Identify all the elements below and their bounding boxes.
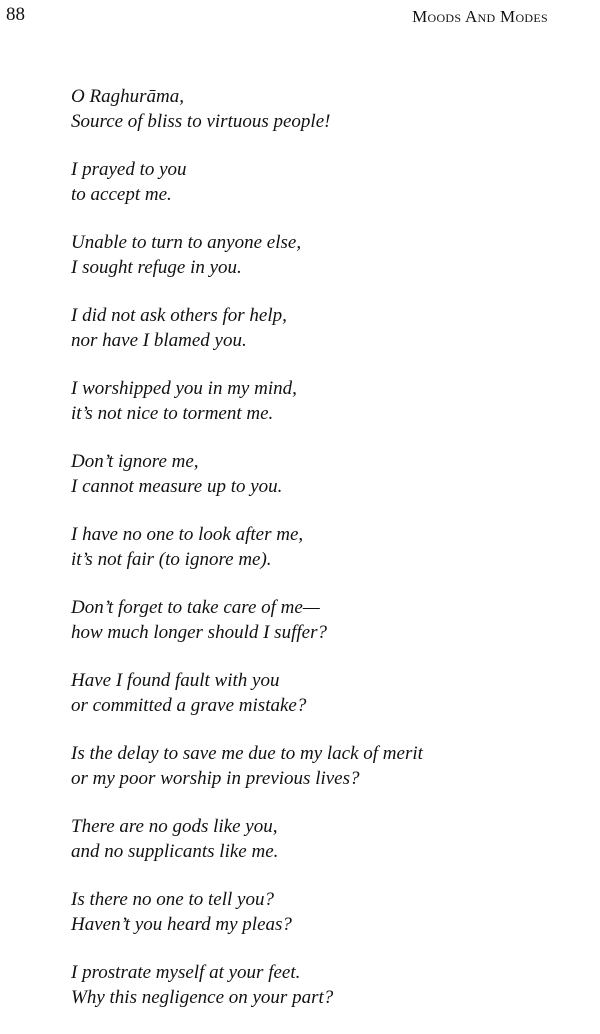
poem-line: I have no one to look after me, <box>71 524 304 545</box>
poem-line: Unable to turn to anyone else, <box>71 232 302 253</box>
poem-line: and no supplicants like me. <box>71 840 279 862</box>
poem-line: Is the delay to save me due to my lack of merit <box>71 743 423 764</box>
poem-line: I cannot measure up to you. <box>71 475 283 497</box>
poem-line: Is there no one to tell you? <box>71 889 274 910</box>
stanza <box>71 85 551 158</box>
stanza <box>71 815 551 888</box>
poem-line: nor have I blamed you. <box>71 329 247 351</box>
page-number: 88 <box>6 4 25 25</box>
stanza <box>71 888 551 961</box>
poem-line: Have I found fault with you <box>71 670 280 691</box>
poem-line: I prayed to you <box>71 159 187 180</box>
poem-line: it’s not fair (to ignore me). <box>71 548 272 570</box>
poem-line: to accept me. <box>71 183 172 205</box>
stanza <box>71 450 551 523</box>
poem-line: There are no gods like you, <box>71 816 278 837</box>
stanza <box>71 596 551 669</box>
poem-line: Haven’t you heard my pleas? <box>71 913 292 935</box>
stanza <box>71 377 551 450</box>
stanza <box>71 231 551 304</box>
poem <box>71 85 551 1034</box>
poem-line: or my poor worship in previous lives? <box>71 767 360 789</box>
poem-line: I did not ask others for help, <box>71 305 287 326</box>
running-head: Moods And Modes <box>412 7 548 26</box>
stanza <box>71 669 551 742</box>
poem-line: Source of bliss to virtuous people! <box>71 110 331 132</box>
stanza <box>71 961 551 1034</box>
poem-line: I sought refuge in you. <box>71 256 242 278</box>
poem-line: how much longer should I suffer? <box>71 621 327 643</box>
stanza <box>71 304 551 377</box>
poem-line: Why this negligence on your part? <box>71 986 334 1008</box>
poem-line: I worshipped you in my mind, <box>71 378 297 399</box>
poem-line: I prostrate myself at your feet. <box>71 962 301 983</box>
poem-line: or committed a grave mistake? <box>71 694 307 716</box>
poem-line: Don’t forget to take care of me— <box>71 597 320 618</box>
poem-line: it’s not nice to torment me. <box>71 402 274 424</box>
stanza <box>71 742 551 815</box>
poem-line: O Raghurāma, <box>71 86 184 107</box>
stanza <box>71 523 551 596</box>
poem-line: Don’t ignore me, <box>71 451 199 472</box>
stanza <box>71 158 551 231</box>
